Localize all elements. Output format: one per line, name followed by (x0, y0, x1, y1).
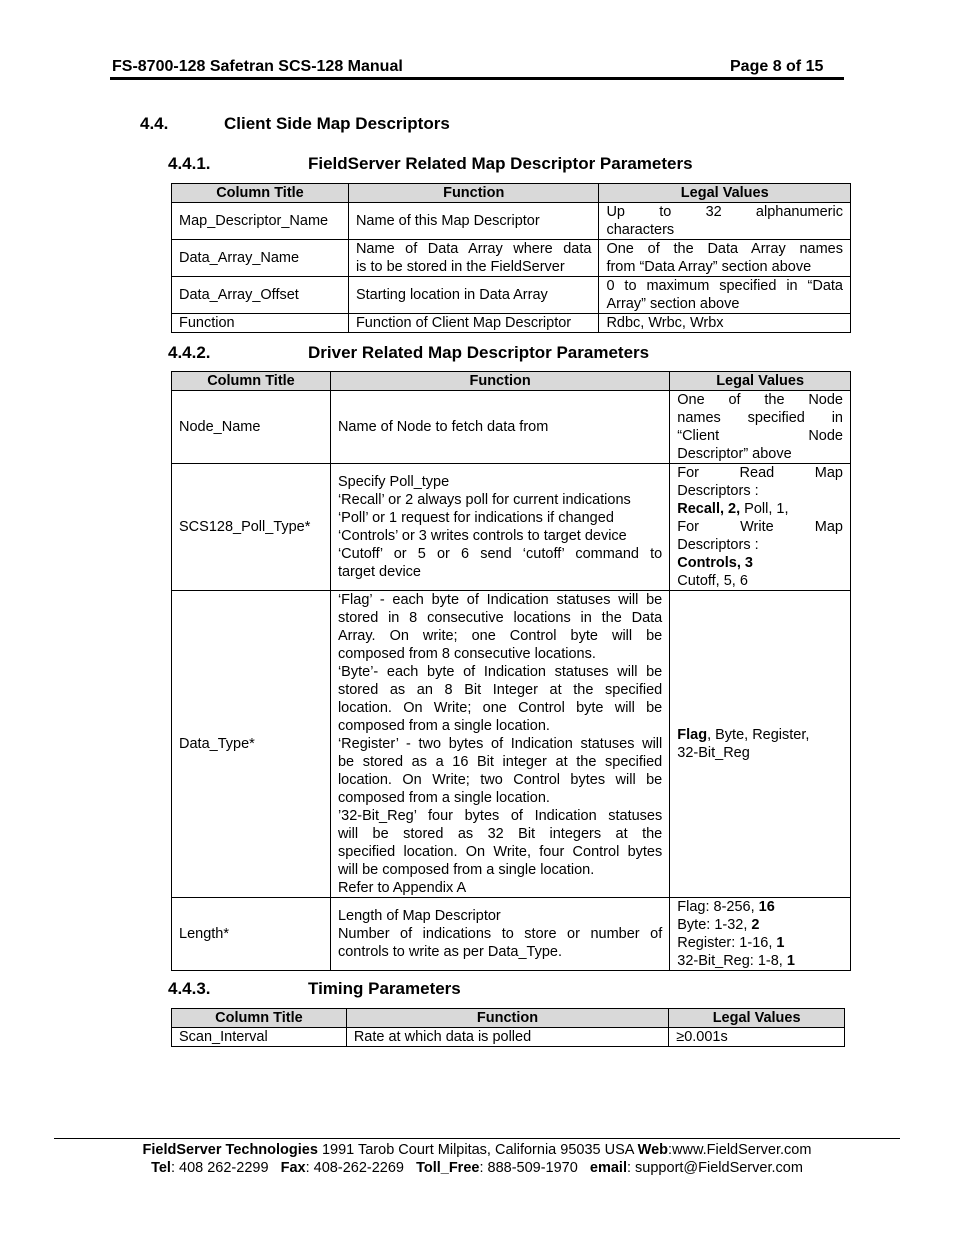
header-rule (110, 77, 844, 80)
function-line: ‘Register’ - two bytes of Indication statuses will (337, 736, 663, 752)
param-name: Scan_Interval (172, 1028, 347, 1047)
toll-free-value: : 888-509-1970 (479, 1160, 590, 1176)
param-name: Map_Descriptor_Name (172, 203, 349, 240)
legal-text: , Byte, Register, (707, 727, 810, 743)
function-line: Number of indications to store or number of (337, 926, 663, 942)
function-line: ‘Cutoff’ or 5 or 6 send ‘cutoff’ command to (337, 546, 663, 562)
function-line: location. On Write; one Control byte will be (337, 700, 663, 716)
legal-line: Up to 32 alphanumeric (606, 204, 843, 220)
param-name: Node_Name (172, 391, 331, 464)
function-line: Refer to Appendix A (337, 880, 467, 896)
footer-rule (54, 1138, 900, 1139)
function-line: target device (337, 564, 421, 580)
legal-line: characters (606, 222, 675, 238)
column-header: Function (348, 184, 599, 203)
legal-text: Poll, 1, (740, 501, 789, 517)
tel-value: : 408 262-2299 (170, 1160, 281, 1176)
param-legal (599, 240, 851, 277)
function-line: Array. On write; one Control byte will be (337, 628, 663, 644)
function-line: ‘Byte’- each byte of Indication statuses will be (337, 664, 663, 680)
section-4-4-2-title: Driver Related Map Descriptor Parameters (308, 343, 650, 362)
legal-line: 0 to maximum specified in “Data (606, 278, 843, 294)
table-row (172, 314, 851, 333)
function-line: composed from a single location. (337, 790, 550, 806)
function-line: be stored as a 16 Bit integer at the specified (337, 754, 663, 770)
function-line: composed from 8 consecutive locations. (337, 646, 596, 662)
param-function (330, 591, 669, 898)
legal-bold: Recall, 2, (677, 501, 741, 517)
column-header: Function (346, 1009, 668, 1028)
legal-line (677, 500, 843, 518)
legal-line: Array” section above (606, 296, 740, 312)
param-function: Name of this Map Descriptor (348, 203, 599, 240)
function-line: specified location. On Write, four Control bytes (337, 844, 663, 860)
section-4-4-1-title: FieldServer Related Map Descriptor Parameters (308, 154, 693, 173)
legal-line (677, 726, 843, 744)
function-line: Name of Data Array where data (355, 241, 592, 257)
column-header: Legal Values (599, 184, 851, 203)
function-line: will be composed from a single location. (337, 862, 595, 878)
param-name: Data_Array_Offset (172, 277, 349, 314)
param-legal (670, 391, 851, 464)
function-line: location. On Write; two Control bytes will be (337, 772, 663, 788)
function-line: ‘Controls’ or 3 writes controls to target device (337, 528, 627, 544)
legal-line: Descriptors : (677, 483, 759, 499)
function-line: stored as an 8 Bit Integer at the specified (337, 682, 663, 698)
param-legal (670, 898, 851, 971)
legal-line: Descriptors : (677, 537, 759, 553)
legal-line: “Client Node (677, 428, 843, 444)
toll-free-label: Toll_Free (416, 1160, 480, 1176)
function-line: Specify Poll_type (337, 474, 450, 490)
fieldserver-params-table (171, 183, 851, 333)
function-line: stored in 8 consecutive locations in the Data (337, 610, 663, 626)
web-value: :www.FieldServer.com (668, 1142, 812, 1158)
param-legal (599, 203, 851, 240)
legal-line (677, 934, 843, 952)
legal-text: Register: 1-16, (677, 935, 777, 951)
footer-line-2 (0, 1160, 954, 1176)
table-row (172, 240, 851, 277)
function-line: controls to write as per Data_Type. (337, 944, 563, 960)
column-header: Function (330, 372, 669, 391)
email-label: email (589, 1160, 627, 1176)
table-row (172, 277, 851, 314)
fax-label: Fax (280, 1160, 306, 1176)
legal-line: One of the Data Array names (606, 241, 843, 257)
function-line: is to be stored in the FieldServer (355, 259, 565, 275)
param-function (330, 898, 669, 971)
param-name: Data_Type* (172, 591, 331, 898)
column-header: Column Title (172, 184, 349, 203)
document-title: FS-8700-128 Safetran SCS-128 Manual (112, 58, 403, 75)
column-header: Column Title (172, 372, 331, 391)
param-function: Name of Node to fetch data from (330, 391, 669, 464)
function-line: composed from a single location. (337, 718, 550, 734)
section-4-4-3-title: Timing Parameters (308, 979, 461, 998)
section-4-4-2-number: 4.4.2. (168, 343, 211, 362)
legal-line: names specified in (677, 410, 843, 426)
section-4-4-3-number: 4.4.3. (168, 979, 211, 998)
column-header: Column Title (172, 1009, 347, 1028)
legal-bold: 16 (758, 899, 775, 915)
legal-text: Byte: 1-32, (677, 917, 752, 933)
legal-bold: 1 (776, 935, 785, 951)
param-legal (599, 277, 851, 314)
legal-line: Descriptor” above (677, 446, 792, 462)
legal-line: from “Data Array” section above (606, 259, 812, 275)
legal-line (677, 952, 843, 970)
table-row (172, 203, 851, 240)
table-row (172, 464, 851, 591)
section-4-4-1-number: 4.4.1. (168, 154, 211, 173)
param-function (348, 240, 599, 277)
param-name: SCS128_Poll_Type* (172, 464, 331, 591)
email-value: : support@FieldServer.com (627, 1160, 803, 1176)
legal-bold: 2 (751, 917, 760, 933)
function-line: ’32-Bit_Reg’ four bytes of Indication statuses (337, 808, 663, 824)
function-line: ‘Poll’ or 1 request for indications if changed (337, 510, 614, 526)
section-4-4-title: Client Side Map Descriptors (224, 114, 450, 133)
page-number: Page 8 of 15 (730, 58, 824, 75)
function-line: ‘Recall’ or 2 always poll for current indications (337, 492, 631, 508)
legal-line: Cutoff, 5, 6 (677, 573, 748, 589)
legal-line: 32-Bit_Reg (677, 745, 750, 761)
company-name: FieldServer Technologies (142, 1142, 318, 1158)
footer-line-1 (0, 1142, 954, 1158)
legal-bold: 1 (786, 953, 795, 969)
section-4-4-number: 4.4. (140, 114, 169, 133)
legal-text: 32-Bit_Reg: 1-8, (677, 953, 787, 969)
legal-line (677, 898, 843, 916)
param-function (330, 464, 669, 591)
legal-line: One of the Node (677, 392, 843, 408)
function-line: will be stored as 32 Bit integers at the (337, 826, 663, 842)
table-header-row (172, 184, 851, 203)
legal-line: For Read Map (677, 465, 843, 481)
param-legal: ≥0.001s (669, 1028, 845, 1047)
column-header: Legal Values (669, 1009, 845, 1028)
param-legal (670, 591, 851, 898)
legal-text: Flag: 8-256, (677, 899, 759, 915)
param-function: Function of Client Map Descriptor (348, 314, 599, 333)
function-line: ‘Flag’ - each byte of Indication statuses will be (337, 592, 663, 608)
table-row (172, 391, 851, 464)
fax-value: : 408-262-2269 (305, 1160, 417, 1176)
function-line: Length of Map Descriptor (337, 908, 501, 924)
legal-line (677, 916, 843, 934)
table-header-row (172, 1009, 845, 1028)
legal-line: Controls, 3 (677, 555, 753, 571)
table-row (172, 898, 851, 971)
param-function: Starting location in Data Array (348, 277, 599, 314)
tel-label: Tel (151, 1160, 171, 1176)
legal-line: For Write Map (677, 519, 843, 535)
table-header-row (172, 372, 851, 391)
param-function: Rate at which data is polled (346, 1028, 668, 1047)
table-row (172, 1028, 845, 1047)
web-label: Web (637, 1142, 669, 1158)
param-legal: Rdbc, Wrbc, Wrbx (599, 314, 851, 333)
timing-params-table (171, 1008, 845, 1047)
param-name: Length* (172, 898, 331, 971)
param-name: Function (172, 314, 349, 333)
driver-params-table (171, 371, 851, 971)
param-name: Data_Array_Name (172, 240, 349, 277)
company-address: 1991 Tarob Court Milpitas, California 95035 USA (317, 1142, 638, 1158)
table-row (172, 591, 851, 898)
legal-bold: Flag (677, 727, 708, 743)
column-header: Legal Values (670, 372, 851, 391)
param-legal (670, 464, 851, 591)
